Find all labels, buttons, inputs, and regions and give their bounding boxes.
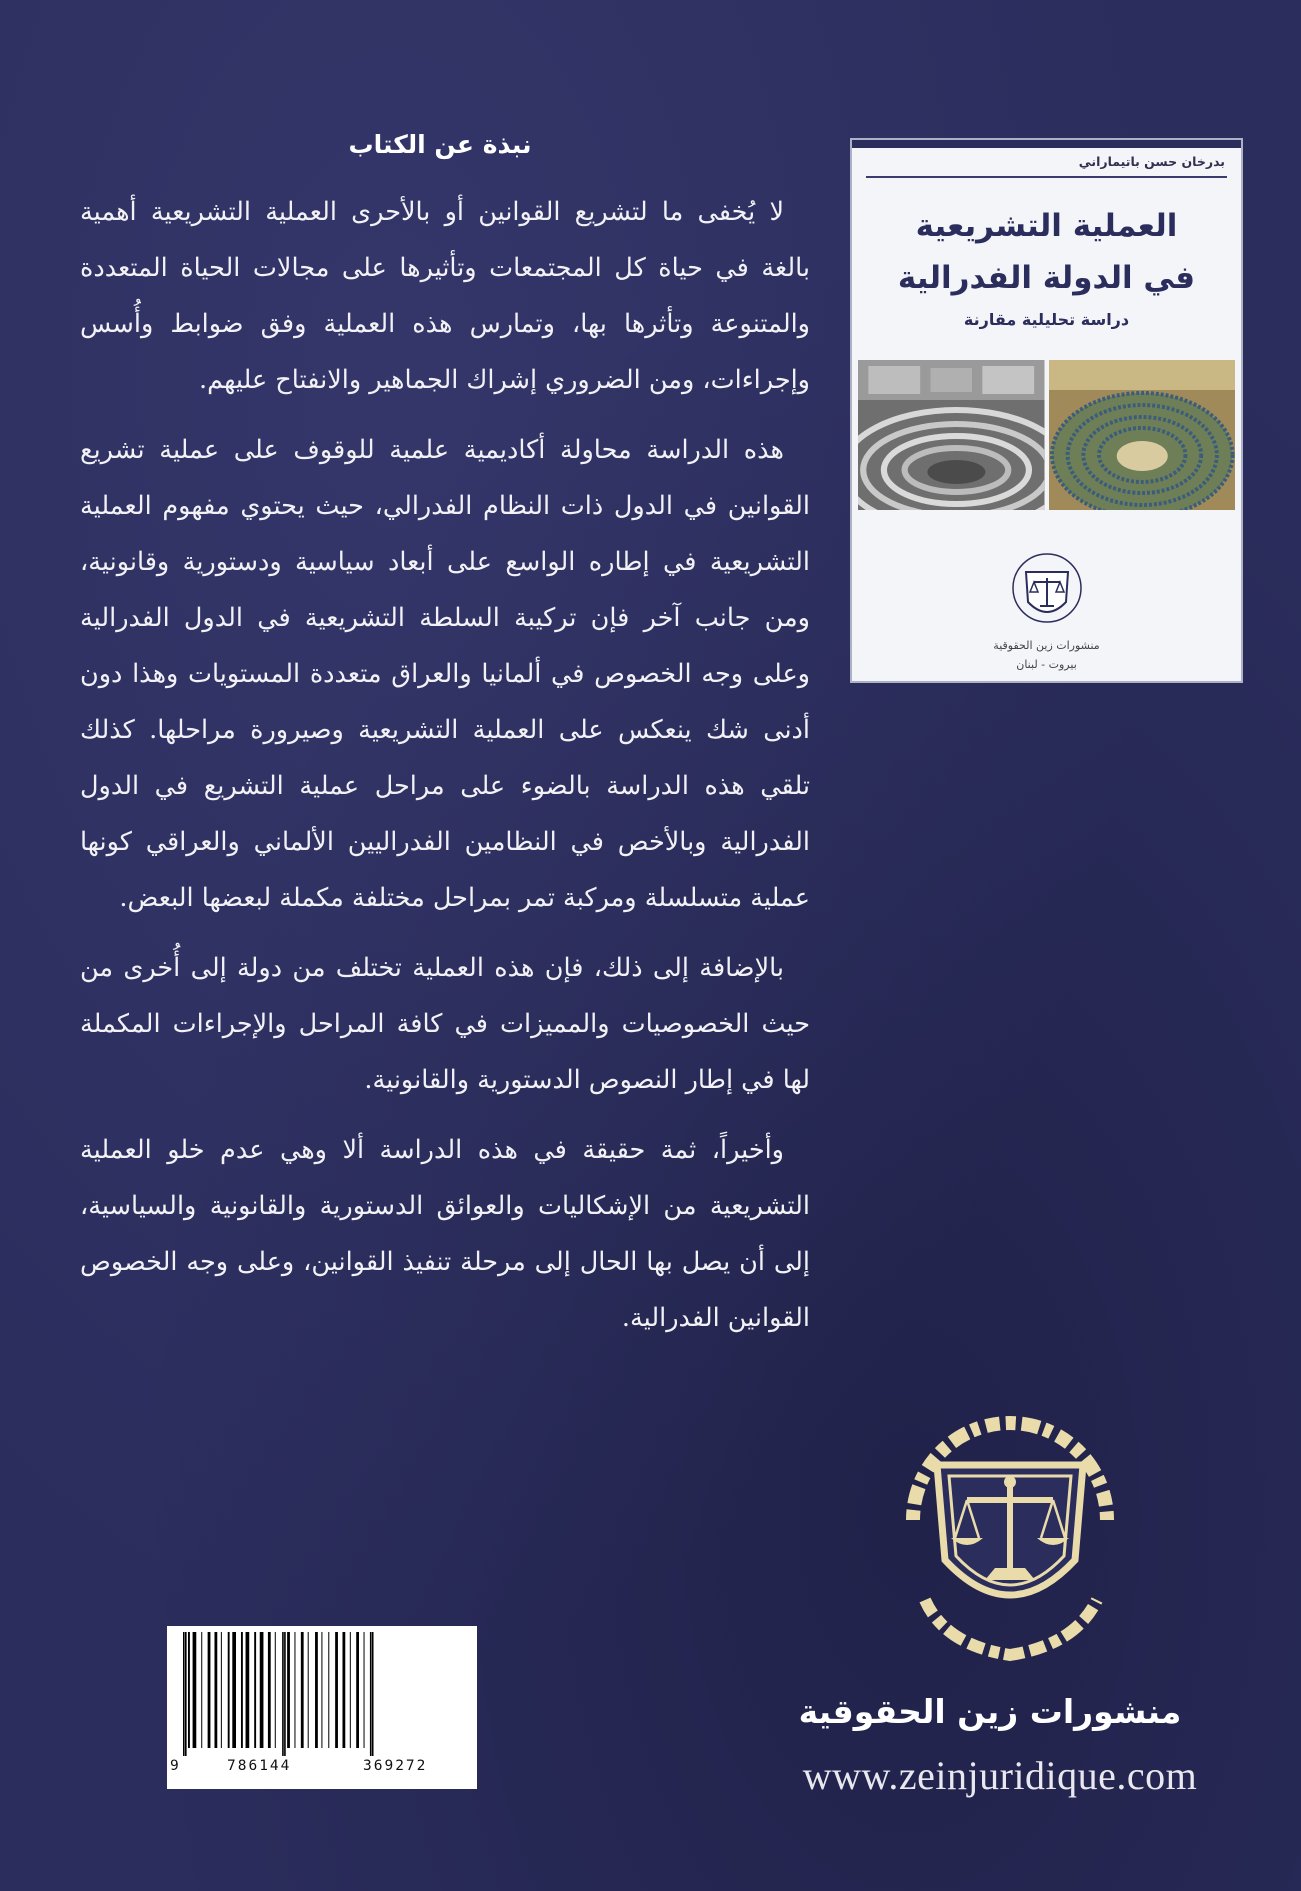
description-paragraph-3: بالإضافة إلى ذلك، فإن هذه العملية تختلف من دولة إلى أُخرى من حيث الخصوصيات والمميزات في كافة المراحل والإجراءات المكملة لها في إطار النصوص الدستورية والقانونية. — [80, 953, 810, 1095]
barcode-bar — [356, 1632, 359, 1748]
description-paragraph-1: لا يُخفى ما لتشريع القوانين أو بالأحرى العملية التشريعية أهمية بالغة في حياة كل المجتمعات وتأثيرها على مجالات الحياة المتعددة والمتنوعة وتأثرها بها، وتمارس هذه العملية وفق ضوابط وأُسس وإجراءات، ومن الضروري إشراك الجماهير والانفتاح عليهم. — [80, 197, 810, 395]
barcode-bar — [228, 1632, 230, 1748]
barcode-bar — [232, 1632, 236, 1748]
barcode-guard-bar — [183, 1632, 185, 1756]
barcode-bar — [364, 1632, 365, 1748]
barcode-bar — [268, 1632, 271, 1748]
scales-of-justice-shield-icon — [875, 1370, 1145, 1670]
barcode-bar — [241, 1632, 243, 1748]
description-paragraph-4: وأخيراً، ثمة حقيقة في هذه الدراسة ألا وهي عدم خلو العملية التشريعية من الإشكاليات والعوائق الدستورية والقانونية والسياسية، إلى أن يصل بها الحال إلى مرحلة تنفيذ القوانين، وعلى وجه الخصوص القوانين الفدرالية. — [80, 1135, 810, 1333]
barcode-bar — [342, 1632, 345, 1748]
barcode-guard-bar — [372, 1632, 374, 1756]
about-book-heading: نبذة عن الكتاب — [348, 130, 532, 159]
description-paragraph-2: هذه الدراسة محاولة أكاديمية علمية للوقوف على عملية تشريع القوانين في الدول ذات النظام الفدرالي، حيث يحتوي مفهوم العملية التشريعية في إطاره الواسع على أبعاد سياسية ودستورية وقانونية، ومن جانب آخر فإن تركيبة السلطة التشريعية في الدول الفدرالية وعلى وجه الخصوص في ألمانيا والعراق متعددة المستويات وهذا دون أدنى شك ينعكس على العملية التشريعية وصيرورة مراحلها. كذلك تلقي هذه الدراسة بالضوء على مراحل عملية التشريع في الدول الفدرالية وبالأخص في النظامين الفدراليين الألماني والعراقي كونها عملية متسلسلة ومركبة تمر بمراحل مختلفة مكملة لبعضها البعض. — [80, 435, 810, 913]
front-cover-title — [862, 200, 1231, 304]
barcode-bar — [321, 1632, 322, 1748]
barcode-bar — [350, 1632, 351, 1748]
publisher-website[interactable]: www.zeinjuridique.com — [802, 1753, 1198, 1798]
front-cover-photos — [858, 360, 1235, 510]
book-description — [80, 184, 810, 1360]
parliament-photo-color — [1049, 360, 1236, 510]
barcode-bar — [275, 1632, 276, 1748]
barcode-guard-bar — [370, 1632, 372, 1756]
barcode-guard-bar — [185, 1632, 187, 1756]
barcode-guard-bar — [284, 1632, 286, 1756]
publisher-name: منشورات زين الحقوقية — [798, 1692, 1182, 1731]
isbn-barcode — [167, 1626, 477, 1789]
front-cover-author: بدرخان حسن باتيماراني — [1078, 154, 1225, 169]
barcode-bar — [308, 1632, 309, 1748]
barcode-bar — [294, 1632, 295, 1748]
front-cover-title-line-1: العملية التشريعية — [915, 208, 1178, 244]
barcode-lead-digit: 9 — [170, 1758, 179, 1774]
barcode-bar — [188, 1632, 190, 1748]
barcode-bar — [254, 1632, 256, 1748]
barcode-bars — [181, 1632, 463, 1756]
barcode-bar — [201, 1632, 202, 1748]
front-cover-divider — [866, 176, 1227, 178]
barcode-guard-bar — [282, 1632, 284, 1756]
barcode-bar — [246, 1632, 250, 1748]
parliament-photo-bw — [858, 360, 1045, 510]
front-cover-title-line-2: في الدولة الفدرالية — [897, 260, 1196, 296]
barcode-bar — [328, 1632, 329, 1748]
front-cover-thumbnail — [850, 138, 1243, 683]
front-cover-city: بيروت - لبنان — [1016, 658, 1077, 671]
barcode-right-digits: 369272 — [363, 1758, 428, 1774]
barcode-bar — [335, 1632, 338, 1748]
barcode-bar — [315, 1632, 318, 1748]
barcode-bar — [221, 1632, 222, 1748]
barcode-bar — [214, 1632, 217, 1748]
front-cover-subtitle: دراسة تحليلية مقارنة — [963, 310, 1130, 329]
barcode-bar — [193, 1632, 197, 1748]
barcode-bar — [287, 1632, 290, 1748]
barcode-left-digits: 786144 — [227, 1758, 292, 1774]
barcode-bar — [208, 1632, 211, 1748]
front-cover-top-bar — [852, 140, 1241, 148]
barcode-bar — [260, 1632, 264, 1748]
front-cover-publisher: منشورات زين الحقوقية — [993, 639, 1100, 652]
front-cover-seal-icon — [1008, 550, 1086, 634]
barcode-bar — [301, 1632, 304, 1748]
